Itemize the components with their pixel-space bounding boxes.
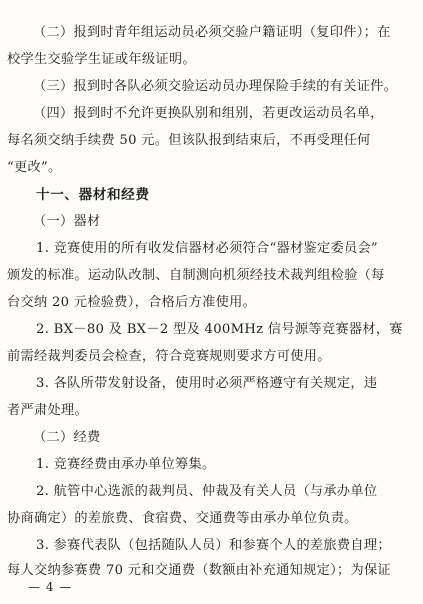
subsection-heading: （一）器材 [33,214,101,229]
text-line: 协商确定）的差旅费、食宿费、交通费等由承办单位负责。 [7,511,358,526]
text-line: 每人交纳参赛费 70 元和交通费（数额由补充通知规定）；为保证 [7,563,391,578]
text-line: 者严肃处理。 [7,403,88,418]
page-number: — 4 — [28,580,73,594]
text-line: 2. BX－80 及 BX－2 型及 400MHz 信号源等竞赛器材，赛 [36,322,403,337]
text-line: 1. 竞赛经费由承办单位筹集。 [36,457,216,472]
text-line: （二）报到时青年组运动员必须交验户籍证明（复印件）；在 [33,25,391,40]
text-line: 2. 航管中心选派的裁判员、仲裁及有关人员（与承办单位 [36,484,378,499]
text-line: 校学生交验学生证或年级证明。 [7,52,196,67]
text-line: 1. 竞赛使用的所有收发信器材必须符合“器材鉴定委员会” [36,241,378,256]
subsection-heading: （二）经费 [33,430,101,445]
text-line: 3. 各队所带发射设备，使用时必须严格遵守有关规定，违 [36,376,378,391]
text-line: 前需经裁判委员会检查，符合竞赛规则要求方可使用。 [7,349,331,364]
section-heading: 十一、器材和经费 [36,187,150,203]
text-line: （四）报到时不允许更换队别和组别，若更改运动员名单， [33,106,384,121]
text-line: 3. 参赛代表队（包括随队人员）和参赛个人的差旅费自理； [36,538,391,553]
text-line: 每名须交纳手续费 50 元。但该队报到结束后，不再受理任何 [7,133,371,148]
text-line: “更改”。 [7,160,62,175]
text-line: 台交纳 20 元检验费），合格后方准使用。 [7,295,257,310]
text-line: 颁发的标准。运动队改制、自制测向机须经技术裁判组检验（每 [7,268,385,283]
text-line: （三）报到时各队必须交验运动员办理保险手续的有关证件。 [33,79,398,94]
